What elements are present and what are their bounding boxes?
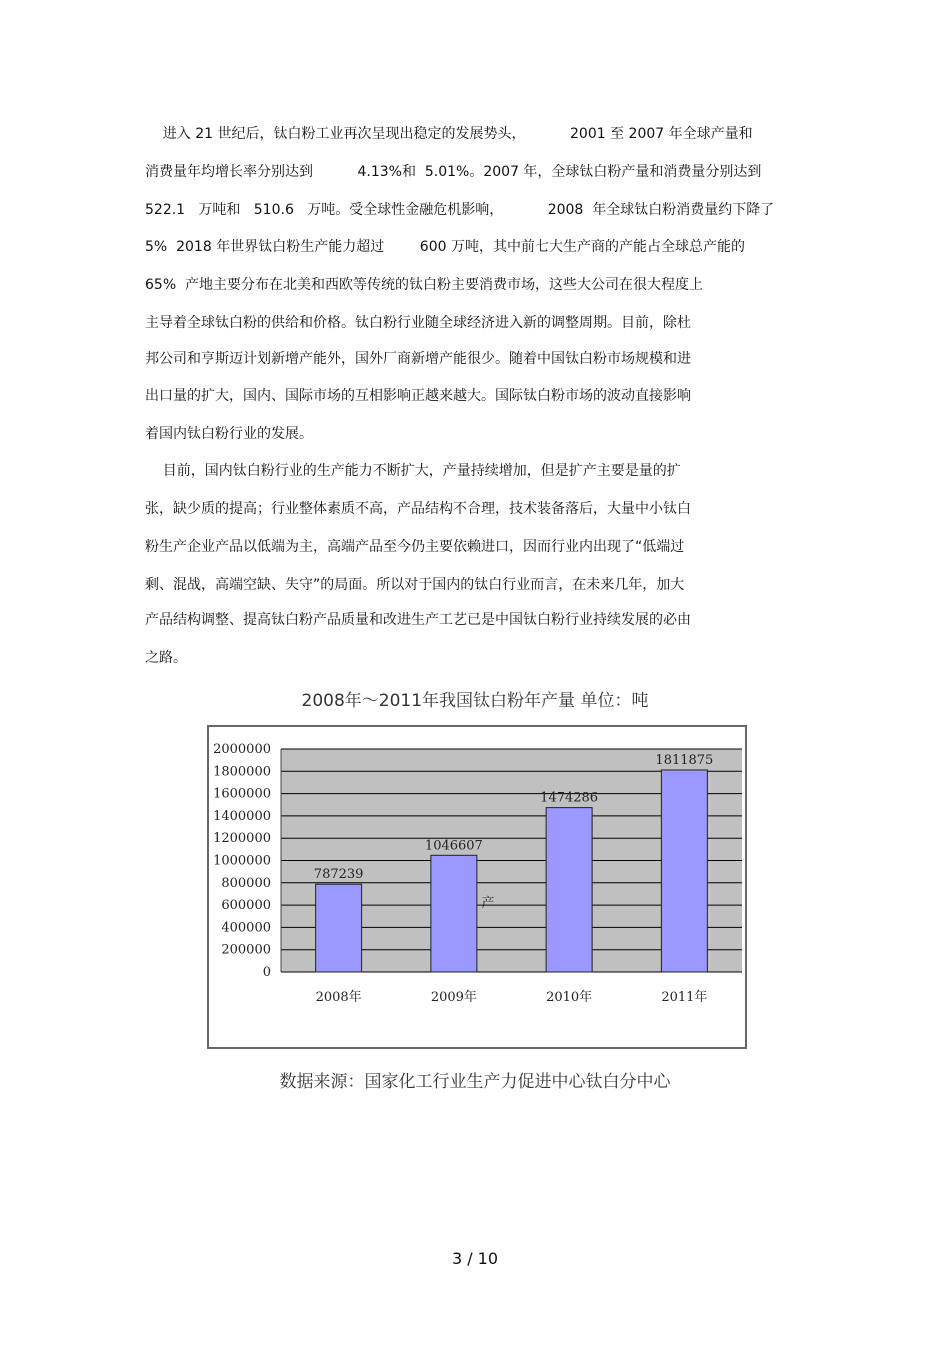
paragraph-line: 出口量的扩大，国内、国际市场的互相影响正越来越大。国际钛白粉市场的波动直接影响 (145, 388, 691, 404)
paragraph-line: 522.1 万吨和 510.6 万吨。受全球性金融危机影响， 2008 年全球钛白粉消费量约下降了 (145, 202, 775, 218)
paragraph-line: 剩、混战，高端空缺、失守”的局面。所以对于国内的钛白行业而言，在未来几年，加大 (145, 577, 685, 593)
bar (431, 855, 477, 972)
paragraph-line: 之路。 (145, 650, 187, 666)
y-tick-label: 2000000 (213, 742, 271, 757)
paragraph-line: 主导着全球钛白粉的供给和价格。钛白粉行业随全球经济进入新的调整周期。目前，除杜 (145, 315, 691, 331)
bar (546, 808, 592, 972)
data-label: 1811875 (655, 752, 714, 768)
y-tick-label: 1000000 (213, 853, 271, 869)
paragraph-line: 65% 产地主要分布在北美和西欧等传统的钛白粉主要消费市场，这些大公司在很大程度上 (145, 277, 704, 293)
paragraph-line: 产品结构调整、提高钛白粉产品质量和改进生产工艺已是中国钛白粉行业持续发展的必由 (145, 612, 691, 628)
paragraph-line: 邦公司和亨斯迈计划新增产能外，国外厂商新增产能很少。随着中国钛白粉市场规模和进 (145, 351, 691, 367)
x-tick-label: 2008年 (315, 990, 362, 1005)
bar (316, 884, 362, 972)
bar-chart (209, 727, 745, 1047)
y-tick-label: 400000 (221, 920, 271, 936)
x-tick-label: 2011年 (661, 990, 708, 1005)
page-number: 3 / 10 (451, 1249, 499, 1268)
x-tick-label: 2009年 (430, 990, 477, 1005)
y-tick-label: 1600000 (213, 786, 271, 802)
bar (661, 770, 707, 972)
y-tick-label: 600000 (221, 898, 271, 914)
chart-title: 2008年～2011年我国钛白粉年产量 单位：吨 (301, 691, 649, 711)
y-tick-label: 200000 (221, 942, 271, 958)
y-tick-label: 0 (262, 965, 271, 980)
y-tick-label: 800000 (221, 875, 271, 891)
paragraph-line: 目前，国内钛白粉行业的生产能力不断扩大，产量持续增加，但是扩产主要是量的扩 (145, 463, 681, 479)
paragraph-line: 粉生产企业产品以低端为主，高端产品至今仍主要依赖进口，因而行业内出现了“低端过 (145, 539, 685, 555)
data-label: 1046607 (424, 838, 483, 854)
data-label: 1474286 (540, 790, 599, 806)
data-source-caption: 数据来源：国家化工行业生产力促进中心钛白分中心 (279, 1072, 671, 1092)
y-tick-label: 1400000 (213, 808, 271, 824)
paragraph-line: 着国内钛白粉行业的发展。 (145, 426, 313, 442)
paragraph-line: 进入 21 世纪后，钛白粉工业再次呈现出稳定的发展势头， 2001 至 2007 年全球产量和 (145, 126, 753, 142)
y-tick-label: 1200000 (213, 831, 271, 847)
paragraph-line: 张，缺少质的提高；行业整体素质不高，产品结构不合理，技术装备落后，大量中小钛白 (145, 501, 691, 517)
x-tick-label: 2010年 (546, 990, 593, 1005)
chart-frame (207, 725, 747, 1049)
stray-mark: 产 (481, 896, 495, 911)
data-label: 787239 (313, 867, 364, 883)
paragraph-line: 5% 2018 年世界钛白粉生产能力超过 600 万吨，其中前七大生产商的产能占全球总产能的 (145, 239, 745, 255)
y-tick-label: 1800000 (213, 764, 271, 780)
paragraph-line: 消费量年均增长率分别达到 4.13%和 5.01%。2007 年，全球钛白粉产量和消费量分别达到 (145, 164, 762, 180)
